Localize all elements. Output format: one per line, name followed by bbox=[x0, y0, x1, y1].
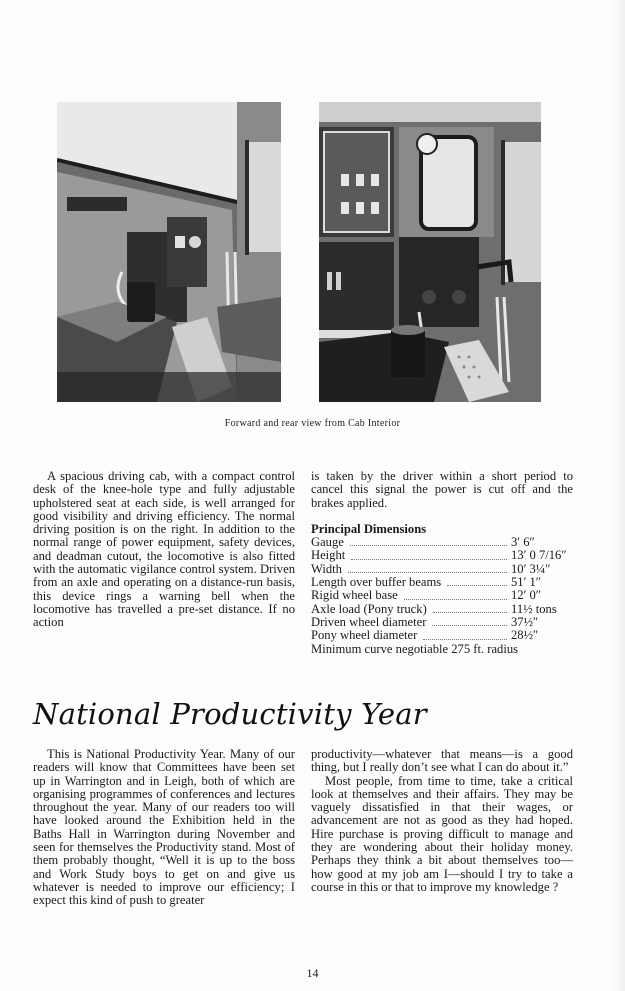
dot-leader bbox=[447, 585, 507, 586]
dimension-row bbox=[311, 549, 573, 562]
productivity-paragraph: Most people, from time to time, take a critical look at themselves and their affairs. They may be vaguely dissatisfied in that their wages, or advancement are not as good as they had hoped. Hire purchase is proving difficult to manage and they are wondering about their holiday money. Perhaps they think a bit about themselves too—how good at my job am I—should I try to take a course in this or that to improve my knowledge ? bbox=[311, 773, 573, 894]
dimension-value: 3′ 6″ bbox=[511, 535, 535, 550]
dot-leader bbox=[423, 639, 507, 640]
page-number: 14 bbox=[306, 966, 319, 980]
dimension-label: Height bbox=[311, 548, 346, 563]
dot-leader bbox=[348, 572, 507, 573]
dimensions-title: Principal Dimensions bbox=[311, 521, 427, 536]
rear-cab-interior-photo bbox=[319, 102, 541, 402]
cab-article-column-2 bbox=[311, 470, 573, 656]
dimension-label: Length over buffer beams bbox=[311, 575, 442, 590]
productivity-article-column-2 bbox=[311, 748, 573, 894]
productivity-paragraph: productivity—whatever that means—is a good thing, but I really don’t see what I can do about it.” bbox=[311, 747, 573, 775]
dimension-row bbox=[311, 563, 573, 576]
dimension-row bbox=[311, 576, 573, 589]
productivity-paragraph: This is National Productivity Year. Many of our readers will know that Committees have been set up in Warrington and in Leigh, both of which are organising programmes of conferences and lectures throughout the year. Many of our readers too will have looked around the Exhibition held in the Baths Hall in Warrington during November and seen for themselves the Productivity stand. Most of them probably thought, “Well it is up to the boss and Work Study boys to get on and give us whatever is needed to improve our efficiency; I expect this kind of push to greater bbox=[33, 747, 295, 908]
dot-leader bbox=[404, 599, 507, 600]
dimensions-table bbox=[311, 536, 573, 656]
dot-leader bbox=[432, 625, 507, 626]
cab-article-paragraph: is taken by the driver within a short period to cancel this signal the power is cut off and the brakes applied. bbox=[311, 469, 573, 510]
forward-cab-interior-photo bbox=[57, 102, 281, 402]
dimension-row bbox=[311, 589, 573, 602]
productivity-article-column-1 bbox=[33, 748, 295, 908]
dimension-label: Axle load (Pony truck) bbox=[311, 601, 427, 616]
dimension-value: 28½″ bbox=[511, 628, 539, 643]
dot-leader bbox=[433, 612, 507, 613]
dot-leader bbox=[351, 559, 507, 560]
dimension-value: 12′ 0″ bbox=[511, 588, 542, 603]
figure-caption: Forward and rear view from Cab Interior bbox=[224, 418, 401, 429]
dimension-footer: Minimum curve negotiable 275 ft. radius bbox=[311, 641, 519, 656]
dimension-label: Driven wheel diameter bbox=[311, 614, 427, 629]
dimension-row bbox=[311, 616, 573, 629]
article-headline: National Productivity Year bbox=[33, 697, 427, 731]
dimension-value: 10′ 3¼″ bbox=[511, 561, 551, 576]
cab-article-column-1 bbox=[33, 470, 295, 630]
dimension-value: 13′ 0 7/16″ bbox=[511, 548, 567, 563]
dimension-label: Gauge bbox=[311, 535, 344, 550]
dimension-label: Pony wheel diameter bbox=[311, 628, 418, 643]
dimension-row bbox=[311, 536, 573, 549]
page-edge-shadow bbox=[611, 0, 625, 991]
dimension-label: Width bbox=[311, 561, 342, 576]
dimension-value: 11½ tons bbox=[511, 601, 557, 616]
cab-article-paragraph: A spacious driving cab, with a compact control desk of the knee-hole type and fully adjustable upholstered seat at each side, is well arranged for good visibility and driving efficiency. The normal driving position is on the right. In addition to the normal range of power equipment, safety devices, and deadman cutout, the locomotive is also fitted with the automatic vigilance control system. Driven from an axle and operating on a distance-run basis, this device rings a warning bell when the locomotive has travelled a pre-set distance. If no action bbox=[33, 469, 295, 630]
dimension-row bbox=[311, 629, 573, 642]
dot-leader bbox=[350, 545, 507, 546]
dimension-row bbox=[311, 603, 573, 616]
dimension-label: Rigid wheel base bbox=[311, 588, 398, 603]
dimension-value: 37½″ bbox=[511, 614, 539, 629]
dimension-value: 51′ 1″ bbox=[511, 575, 542, 590]
